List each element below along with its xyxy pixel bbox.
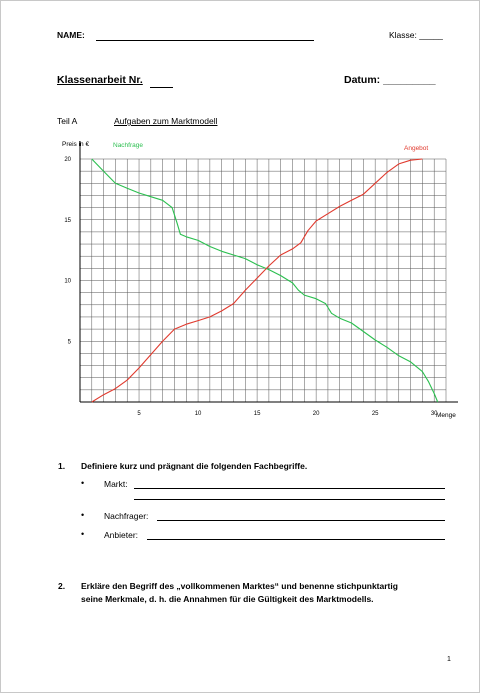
y-tick-label: 5 — [67, 339, 71, 346]
bullet-icon: • — [81, 510, 85, 520]
date-label: Datum: _________ — [344, 74, 436, 86]
x-tick-label: 10 — [194, 411, 202, 417]
anbieter-label: Anbieter: — [104, 530, 139, 540]
task2-text-line2: seine Merkmale, d. h. die Annahmen für die Gültigkeit des Marktmodells. — [81, 594, 374, 604]
markt-answer-line-2[interactable] — [134, 499, 445, 500]
task1-number: 1. — [58, 461, 66, 471]
part-label: Teil A — [57, 116, 78, 126]
markt-label: Markt: — [104, 479, 128, 489]
task2-number: 2. — [58, 581, 66, 591]
x-tick-label: 30 — [430, 411, 438, 417]
markt-answer-line[interactable] — [134, 488, 445, 489]
name-label: NAME: — [57, 30, 85, 40]
bullet-icon: • — [81, 529, 85, 539]
x-tick-label: 15 — [253, 411, 261, 417]
chart-grid — [80, 159, 446, 402]
nachfrager-label: Nachfrager: — [104, 511, 149, 521]
anbieter-answer-line[interactable] — [147, 539, 445, 540]
x-tick-label: 5 — [137, 411, 141, 417]
task1-text: Definiere kurz und prägnant die folgenden Fachbegriffe. — [81, 461, 308, 471]
legend-nachfrage: Nachfrage — [113, 142, 143, 149]
y-tick-label: 10 — [64, 278, 71, 285]
x-axis-label: Menge — [436, 412, 456, 419]
topic-title: Aufgaben zum Marktmodell — [114, 116, 218, 126]
x-tick-label: 25 — [371, 411, 379, 417]
klasse-label: Klasse: _____ — [389, 30, 443, 40]
exam-title: Klassenarbeit Nr. — [57, 74, 143, 86]
y-axis-label: Preis in € — [62, 141, 90, 148]
nachfrager-answer-line[interactable] — [157, 520, 445, 521]
x-tick-label: 20 — [312, 411, 320, 417]
page-number: 1 — [447, 656, 451, 663]
y-tick-label: 20 — [64, 157, 71, 163]
legend-angebot: Angebot — [404, 145, 429, 152]
y-tick-label: 15 — [64, 217, 71, 224]
task2-text-line1: Erkläre den Begriff des „vollkommenen Marktes“ und benenne stichpunktartig — [81, 581, 398, 591]
bullet-icon: • — [81, 478, 85, 488]
